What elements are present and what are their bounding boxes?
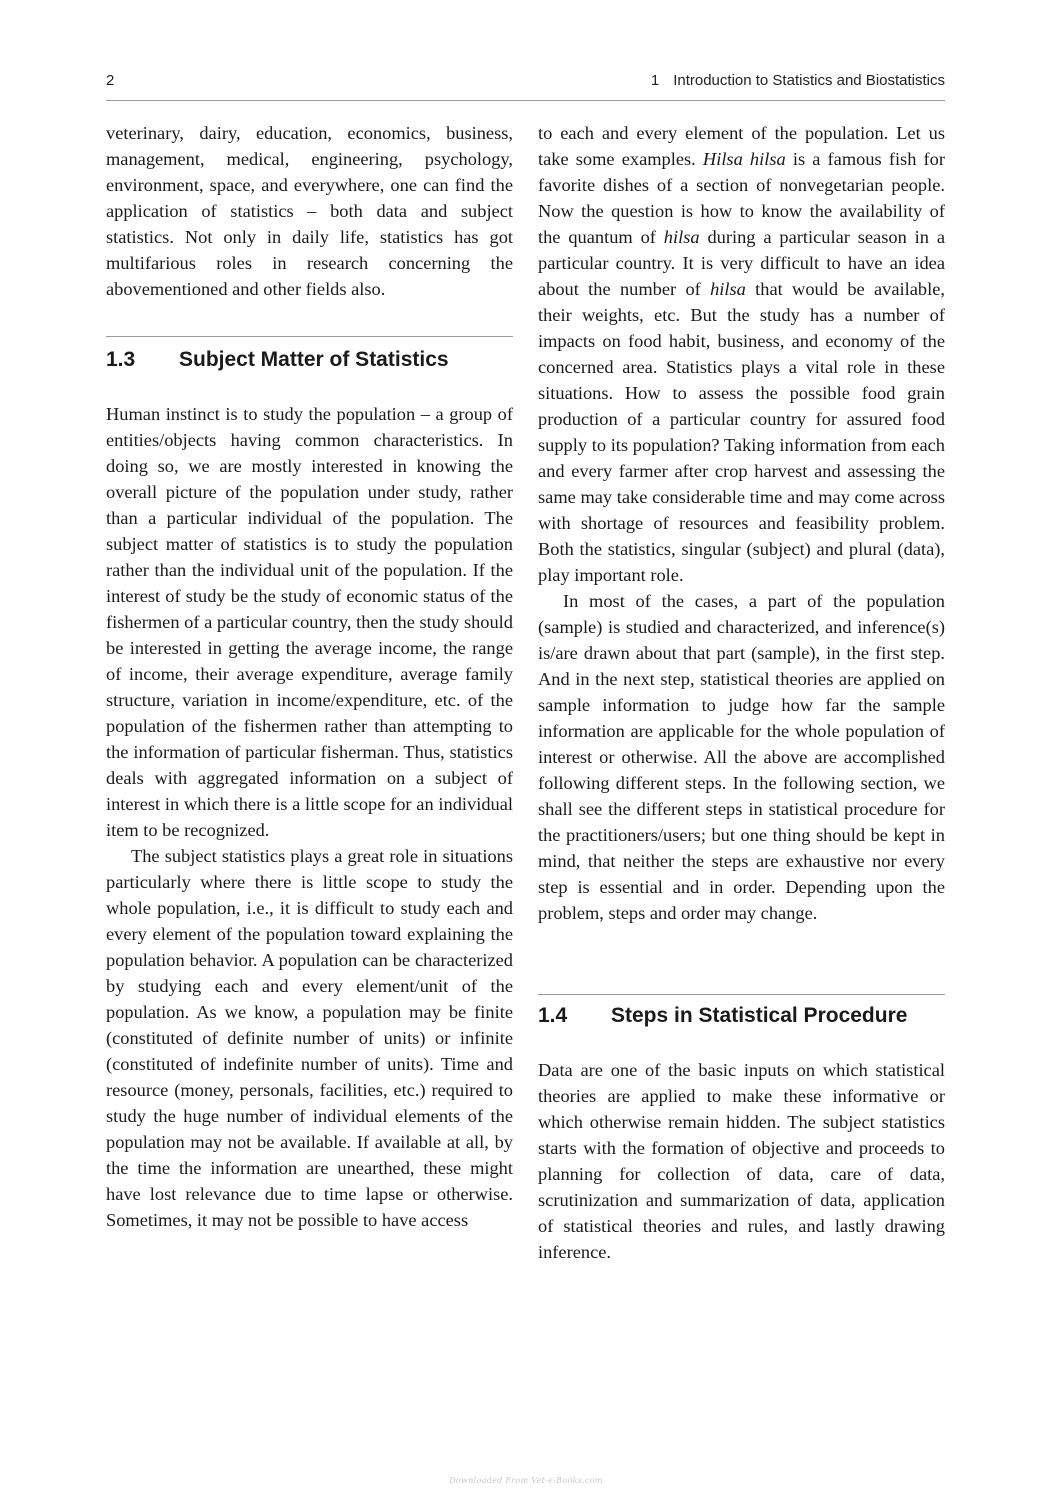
header-divider <box>106 100 945 101</box>
chapter-running-title <box>651 72 945 89</box>
download-watermark: Downloaded From Vet-e-Books.com <box>449 1476 603 1485</box>
text-run: is a famous fish for favorite dishes of a section of nonvegetarian people. Now the question is how to know the availability of the quantum of <box>538 149 945 247</box>
section-heading-1-3 <box>106 336 513 373</box>
chapter-number: 1 <box>650 72 660 89</box>
section-heading-1-4 <box>538 994 945 1029</box>
body-paragraph: In most of the cases, a part of the population (sample) is studied and characterized, and inference(s) is/are drawn about that part (sample), in the first step. And in the next step, statistical theories are applied on sample information to judge how far the sample information are applicable for the whole population of interest or otherwise. All the above are accomplished following different steps. In the following section, we shall see the different steps in statistical procedure for the practitioners/users; but one thing should be kept in mind, that neither the steps are exhaustive nor every step is essential and in order. Depending upon the problem, steps and order may change. <box>538 591 945 923</box>
body-paragraph: Human instinct is to study the population – a group of entities/objects having common characteristics. In doing so, we are mostly interested in knowing the overall picture of the population under study, rather than a particular individual of the population. The subject matter of statistics is to study the population rather than the individual unit of the population. If the interest of study be the study of economic status of the fishermen of a particular country, then the study should be interested in getting the average income, the range of income, their average expenditure, average family structure, variation in income/expenditure, etc. of the population of the fishermen rather than attempting to the information of particular fisherman. Thus, statistics deals with aggregated information on a subject of interest in which there is a little scope for an individual item to be recognized. <box>106 404 513 840</box>
section-title: Steps in Statistical Procedure <box>611 1004 908 1027</box>
chapter-title: Introduction to Statistics and Biostatistics <box>673 72 945 89</box>
text-run: that would be available, their weights, etc. But the study has a number of impacts on food habit, business, and economy of the concerned area. Statistics plays a vital role in these situations. How to assess the possible food grain production of a particular country for assured food supply to its population? Taking information from each and every farmer after crop harvest and assessing the same may take considerable time and may come across with shortage of resources and feasibility problem. Both the statistics, singular (subject) and plural (data), play important role. <box>538 279 945 585</box>
species-name-italic: hilsa <box>710 279 746 299</box>
page-number: 2 <box>106 72 115 89</box>
intro-paragraph: veterinary, dairy, education, economics, business, management, medical, engineering, psychology, environment, space, and everywhere, one can find the application of statistics – both data and subject statistics. Not only in daily life, statistics has got multifarious roles in research concerning the abovementioned and other fields also. <box>106 123 513 299</box>
body-paragraph: Data are one of the basic inputs on which statistical theories are applied to make these informative or which otherwise remain hidden. The subject statistics starts with the formation of objective and proceeds to planning for collection of data, care of data, scrutinization and summarization of data, application of statistical theories and rules, and lastly drawing inference. <box>538 1060 945 1262</box>
section-number: 1.4 <box>538 1004 568 1027</box>
body-paragraph <box>538 120 945 588</box>
section-number: 1.3 <box>106 348 136 371</box>
text-run: during a particular season in a particular country. It is very difficult to have an idea about the number of <box>538 227 945 299</box>
section-title: Subject Matter of Statistics <box>179 348 449 371</box>
running-header <box>106 72 945 94</box>
right-column <box>538 120 945 1265</box>
species-name-italic: hilsa <box>663 227 700 247</box>
body-paragraph: The subject statistics plays a great role in situations particularly where there is little scope to study the whole population, i.e., it is difficult to study each and every element of the population toward explaining the population behavior. A population can be characterized by studying each and every element/unit of the population. As we know, a population may be finite (constituted of definite number of units) or infinite (constituted of indefinite number of units). Time and resource (money, personals, facilities, etc.) required to study the huge number of individual elements of the population may not be available. If available at all, by the time the information are unearthed, these might have lost relevance due to time lapse or otherwise. Sometimes, it may not be possible to have access <box>106 846 513 1230</box>
left-column <box>106 120 513 1233</box>
text-run: to each and every element of the population. Let us take some examples. <box>538 123 945 169</box>
species-name-italic: Hilsa hilsa <box>702 149 786 169</box>
